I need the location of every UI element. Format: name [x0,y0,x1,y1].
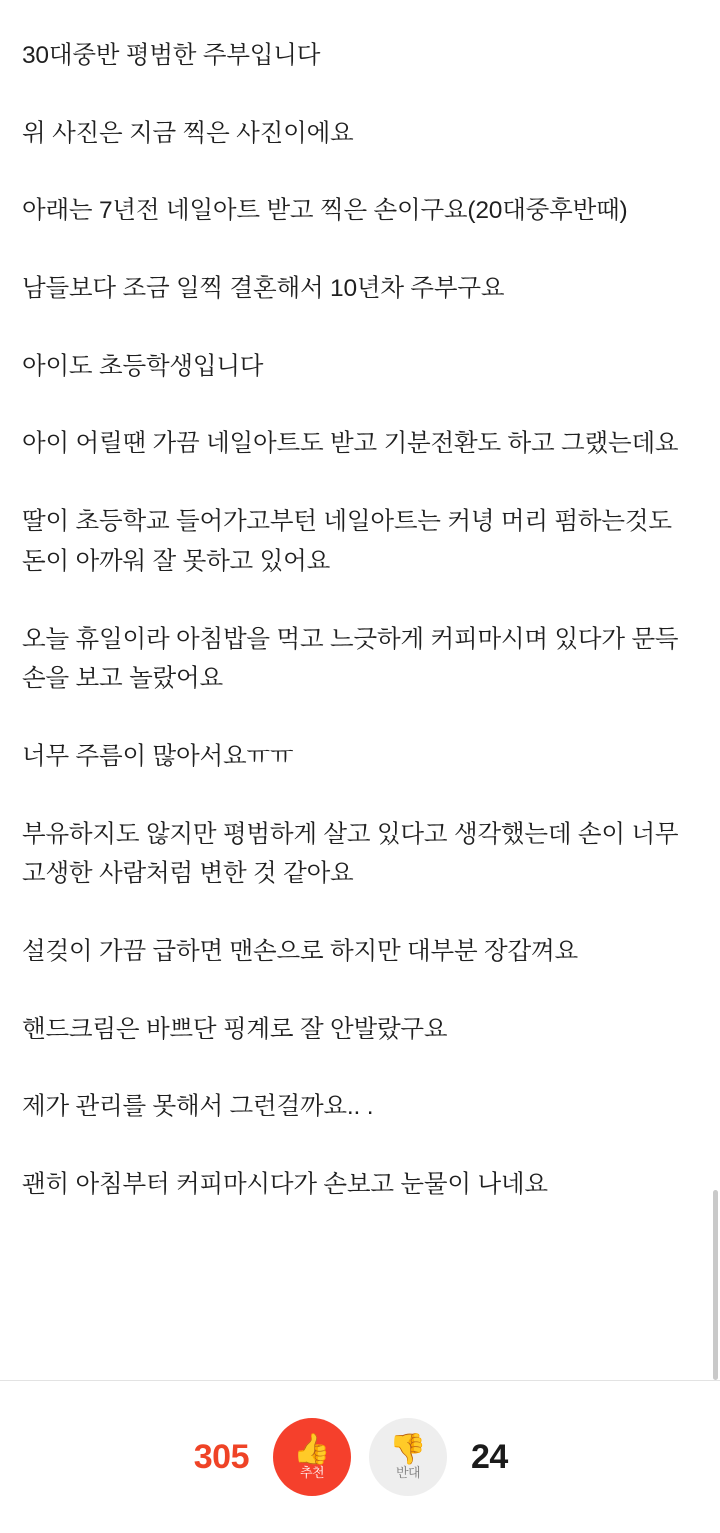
article-paragraph: 아이도 초등학생입니다 [22,352,264,380]
article-paragraph: 오늘 휴일이라 아침밥을 먹고 느긋하게 커피마시며 있다가 문득 손을 보고 놀랐어요 [22,625,685,693]
article-paragraph: 딸이 초등학교 들어가고부턴 네일아트는 커녕 머리 펌하는것도 돈이 아까워 잘 못하고 있어요 [22,508,679,575]
article-paragraph: 아이 어릴땐 가끔 네일아트도 받고 기분전환도 하고 그랬는데요 [22,430,679,458]
vertical-scrollbar[interactable] [713,1190,718,1380]
article-paragraph: 너무 주름이 많아서요ㅠㅠ [22,742,294,770]
thumbs-down-icon: 👎 [389,1433,427,1466]
article-paragraph: 아래는 7년전 네일아트 받고 찍은 손이구요(20대중후반때) [22,197,628,225]
article-paragraph: 괜히 아침부터 커피마시다가 손보고 눈물이 나네요 [22,1171,548,1198]
upvote-button-label: 추천 [299,1465,325,1480]
downvote-count: 24 [471,1437,508,1476]
article-paragraph: 설겆이 가끔 급하면 맨손으로 하지만 대부분 장갑껴요 [22,937,578,965]
upvote-button[interactable] [273,1418,351,1496]
article-paragraph: 부유하지도 않지만 평범하게 살고 있다고 생각했는데 손이 너무 고생한 사람처럼 변한 것 같아요 [22,820,685,888]
article-paragraph: 핸드크림은 바쁘단 핑계로 잘 안발랐구요 [22,1015,448,1043]
thumbs-up-icon: 👍 [293,1433,331,1466]
downvote-button[interactable] [369,1418,447,1496]
upvote-count: 305 [193,1437,249,1476]
article-paragraph: 위 사진은 지금 찍은 사진이에요 [22,119,354,147]
reaction-bar [0,1381,720,1533]
downvote-button-label: 반대 [395,1465,421,1480]
article-paragraph: 남들보다 조금 일찍 결혼해서 10년차 주부구요 [22,275,505,303]
article-paragraph: 30대중반 평범한 주부입니다 [22,42,321,69]
article-paragraph: 제가 관리를 못해서 그런걸까요.. . [22,1093,374,1121]
